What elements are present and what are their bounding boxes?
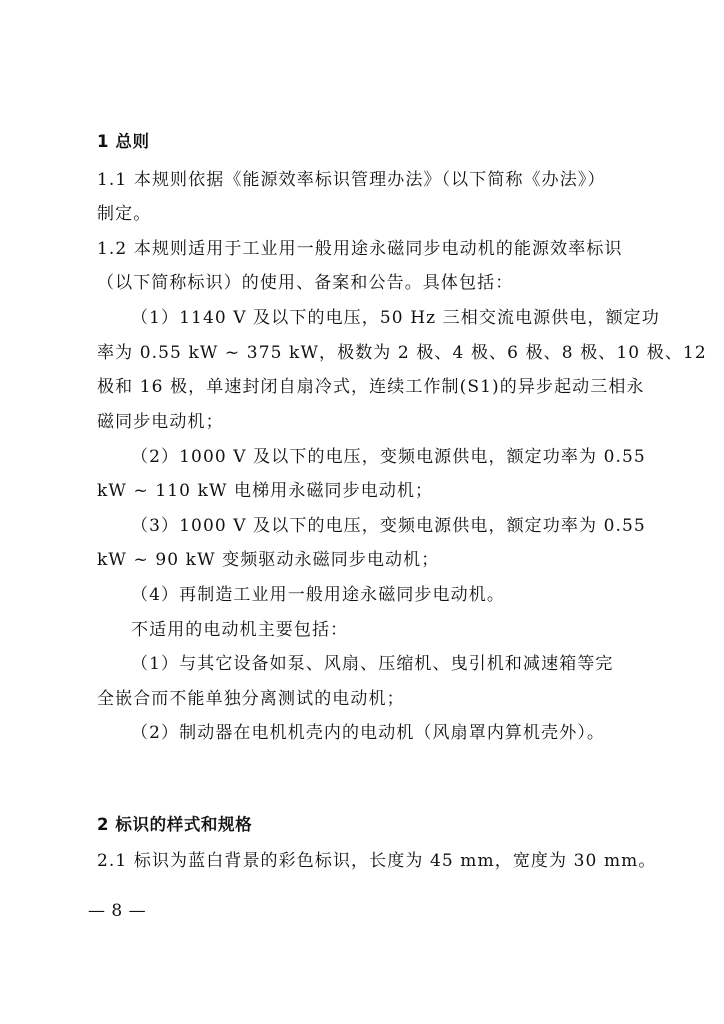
scope-item-1-line-3: 极和 16 极，单速封闭自扇冷式，连续工作制(S1)的异步起动三相永 <box>97 377 645 397</box>
clause-2-1-line-1: 2.1 标识为蓝白背景的彩色标识，长度为 45 mm，宽度为 30 mm。 <box>97 851 657 871</box>
exclusion-item-1-line-1: （1）与其它设备如泵、风扇、压缩机、曳引机和减速箱等完 <box>131 654 614 674</box>
exclusion-item-2-line-1: （2）制动器在电机机壳内的电动机（风扇罩内算机壳外）。 <box>131 723 606 743</box>
exclusion-item-1-line-2: 全嵌合而不能单独分离测试的电动机； <box>97 689 405 709</box>
scope-item-3-line-2: kW ~ 90 kW 变频驱动永磁同步电动机； <box>97 550 440 570</box>
clause-1-1-line-2: 制定。 <box>97 204 152 224</box>
scope-item-1-line-4: 磁同步电动机； <box>97 412 224 432</box>
section-2-heading: 2 标识的样式和规格 <box>97 815 253 834</box>
clause-1-1-line-1: 1.1 本规则依据《能源效率标识管理办法》（以下简称《办法》） <box>97 170 606 190</box>
exclusion-intro: 不适用的电动机主要包括： <box>131 620 349 640</box>
page-number: — 8 — <box>88 901 147 921</box>
scope-item-1-line-2: 率为 0.55 kW ~ 375 kW，极数为 2 极、4 极、6 极、8 极、10 极、12 <box>97 343 707 363</box>
scope-item-2-line-2: kW ~ 110 kW 电梯用永磁同步电动机； <box>97 481 434 501</box>
scope-item-4-line-1: （4）再制造工业用一般用途永磁同步电动机。 <box>131 585 505 605</box>
clause-1-2-line-2: （以下简称标识）的使用、备案和公告。具体包括： <box>97 273 514 293</box>
scope-item-2-line-1: （2）1000 V 及以下的电压，变频电源供电，额定功率为 0.55 <box>131 447 646 467</box>
clause-1-2-line-1: 1.2 本规则适用于工业用一般用途永磁同步电动机的能源效率标识 <box>97 239 623 259</box>
scope-item-1-line-1: （1）1140 V 及以下的电压，50 Hz 三相交流电源供电，额定功 <box>131 308 660 328</box>
section-1-heading: 1 总则 <box>97 132 150 151</box>
scope-item-3-line-1: （3）1000 V 及以下的电压，变频电源供电，额定功率为 0.55 <box>131 516 646 536</box>
